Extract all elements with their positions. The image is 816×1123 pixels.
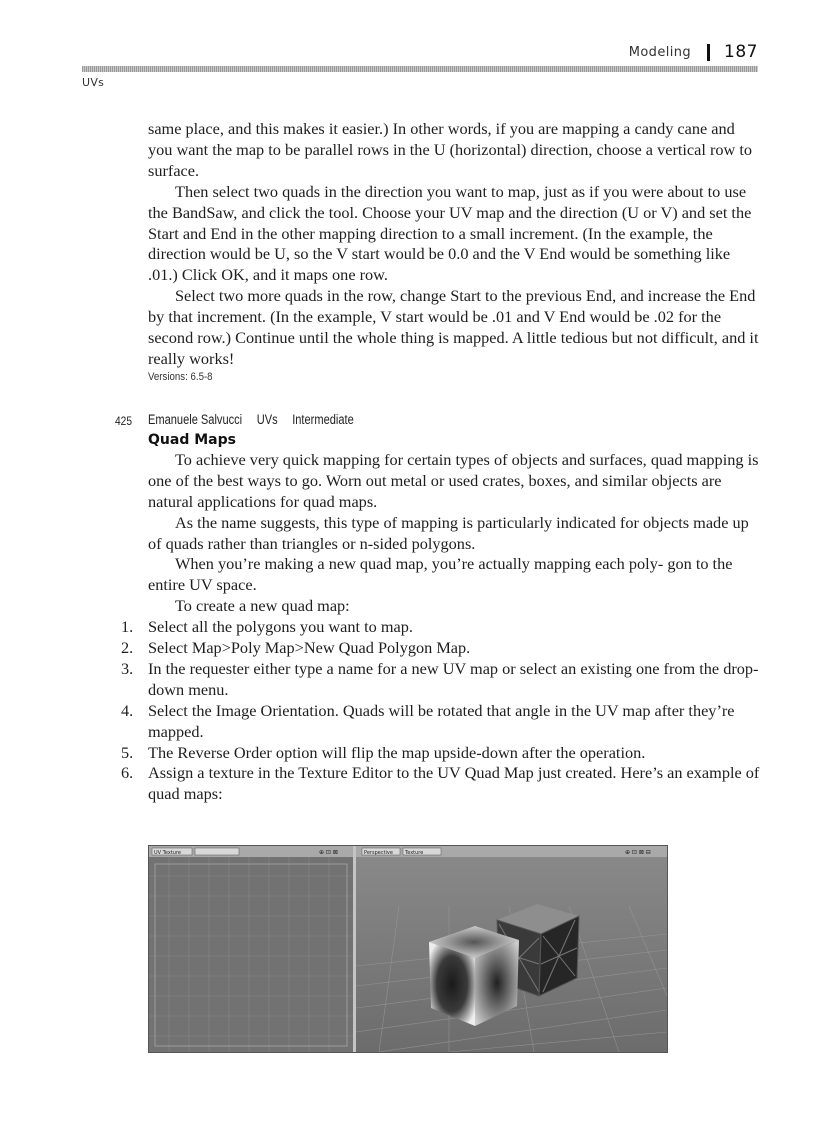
viewport-controls-icon[interactable]: ⊕ ⊡ ⊠ ⊟ [625, 849, 651, 856]
step-item: 5. The Reverse Order option will flip the map upside-down after the operation. [121, 742, 646, 762]
texture-menu-label: Texture [405, 850, 424, 856]
step-item: 3. In the requester either type a name for a new UV map or select an existing one from the drop-down menu. [121, 658, 759, 699]
tip-number: 425 [115, 413, 133, 428]
tip-level: Intermediate [292, 411, 354, 427]
quad-map-screenshot [148, 845, 668, 1053]
step-item: 2. Select Map>Poly Map>New Quad Polygon Map. [121, 638, 471, 658]
uv-map-dropdown[interactable] [195, 848, 239, 855]
versions-note: Versions: 6.5-8 [148, 370, 213, 383]
steps-list [121, 617, 763, 805]
body-paragraph: Select two more quads in the row, change Start to the previous End, and increase the End by that increment. (In the example, V start would be .01 and V End would be .02 for the second row.) Continue until the whole thing is mapped. A little tedious but not difficult, and it really works! [148, 286, 759, 368]
viewport-illustration [149, 846, 667, 1052]
tip-header [115, 410, 763, 430]
step-item: 6. Assign a texture in the Texture Editor to the UV Quad Map just created. Here’s an example of quad maps: [121, 763, 760, 804]
tip-category: UVs [256, 411, 278, 427]
step-item: 4. Select the Image Orientation. Quads will be rotated that angle in the UV map after they’re mapped. [121, 700, 735, 741]
viewport-controls-icon[interactable]: ⊕ ⊡ ⊠ [319, 849, 338, 856]
page-number: 187 [724, 42, 758, 62]
running-head [629, 42, 758, 62]
chapter-label: UVs [82, 76, 105, 89]
page-body [115, 119, 763, 805]
tip-paragraph: As the name suggests, this type of mapping is particularly indicated for objects made up of quads rather than triangles or n-sided polygons. [148, 512, 749, 553]
quad-mapped-cube [429, 926, 519, 1026]
body-paragraph: Then select two quads in the direction you want to map, just as if you were about to use the BandSaw, and click the tool. Choose your UV map and the direction (U or V) and set the Start and End in the other mapping direction to a small increment. (In the example, the direction would be U, so the V start would be 0.0 and the V End would be something like .01.) Click OK, and it maps one row. [148, 181, 752, 285]
body-paragraph: same place, and this makes it easier.) In other words, if you are mapping a candy cane and you want the map to be parallel rows in the U (horizontal) direction, choose a vertical row to surface. [148, 119, 753, 180]
uv-texture-menu-label: UV Texture [154, 850, 181, 856]
running-head-divider [707, 44, 710, 61]
perspective-menu-label: Perspective [364, 850, 393, 856]
running-head-section: Modeling [628, 44, 692, 60]
tip-paragraph: To create a new quad map: [175, 596, 350, 616]
header-rule [82, 66, 758, 72]
tip-paragraph: When you’re making a new quad map, you’re actually mapping each poly- gon to the entire UV space. [148, 554, 733, 595]
tip-paragraph: To achieve very quick mapping for certain types of objects and surfaces, quad mapping is one of the best ways to go. Worn out metal or used crates, boxes, and similar objects are natural applications for quad maps. [148, 449, 759, 511]
step-item: 1. Select all the polygons you want to map. [121, 617, 413, 637]
tip-title: Quad Maps [148, 431, 236, 448]
tip-author: Emanuele Salvucci [148, 411, 243, 427]
